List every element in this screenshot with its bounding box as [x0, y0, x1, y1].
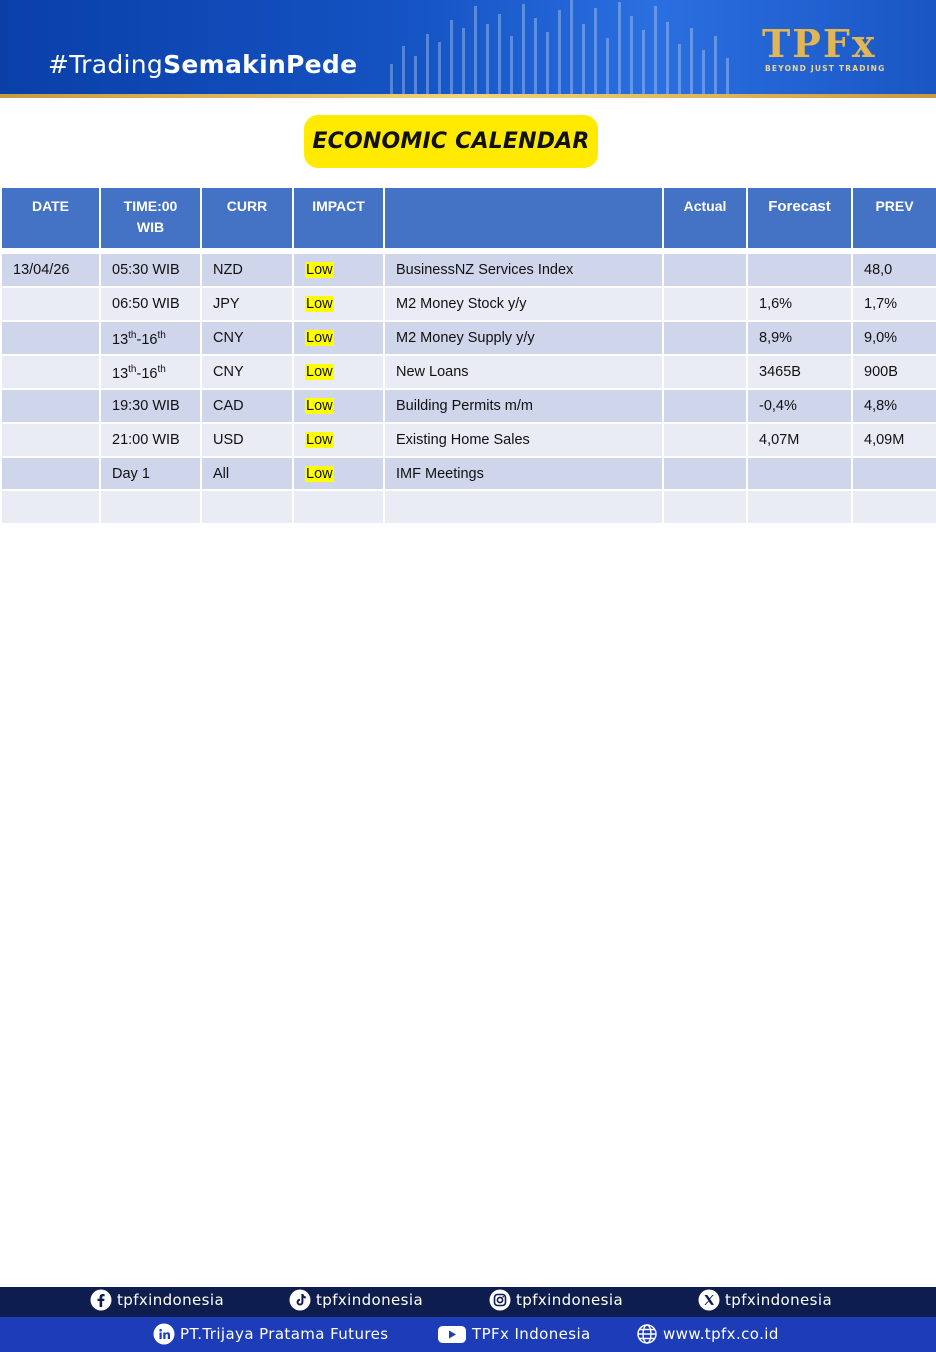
- tpfx-logo: [762, 21, 892, 80]
- impact-badge: Low: [306, 465, 333, 482]
- table-row: [1, 389, 936, 423]
- cell-event: BusinessNZ Services Index: [384, 251, 663, 287]
- footer-contact-bar: [0, 1317, 936, 1352]
- footer-instagram-label: tpfxindonesia: [516, 1291, 624, 1309]
- globe-icon: [636, 1323, 658, 1345]
- impact-badge: Low: [306, 296, 333, 312]
- cell-impact: [293, 355, 384, 389]
- hashtag-prefix: #Trading: [48, 50, 164, 79]
- economic-calendar-table: [0, 186, 936, 525]
- cell-event: Existing Home Sales: [384, 423, 663, 457]
- cell-actual: [663, 457, 747, 490]
- cell-empty: [100, 490, 201, 524]
- footer-tiktok-link[interactable]: [289, 1289, 423, 1311]
- cell-impact: [293, 389, 384, 423]
- logo-wordmark: TPFx: [762, 21, 877, 66]
- footer-youtube-label: TPFx Indonesia: [472, 1325, 591, 1343]
- footer-website-label: www.tpfx.co.id: [663, 1325, 779, 1343]
- cell-empty: [201, 490, 293, 524]
- footer-facebook-label: tpfxindonesia: [117, 1291, 225, 1309]
- cell-actual: [663, 287, 747, 321]
- table-row: [1, 287, 936, 321]
- cell-empty: [1, 490, 100, 524]
- cell-forecast: 1,6%: [747, 287, 852, 321]
- cell-forecast: 3465B: [747, 355, 852, 389]
- cell-forecast: 4,07M: [747, 423, 852, 457]
- cell-actual: [663, 355, 747, 389]
- footer-x-label: tpfxindonesia: [725, 1291, 833, 1309]
- table-header-row: [1, 187, 936, 251]
- header-time: TIME:00 WIB: [100, 187, 201, 251]
- header-event: [384, 187, 663, 251]
- cell-curr: CAD: [201, 389, 293, 423]
- cell-date: [1, 423, 100, 457]
- header-actual: Actual: [663, 187, 747, 251]
- cell-forecast: -0,4%: [747, 389, 852, 423]
- header-forecast: Forecast: [747, 187, 852, 251]
- hashtag-bold: SemakinPede: [163, 50, 358, 79]
- banner-chart-decoration: [380, 0, 800, 94]
- footer-website-link[interactable]: [636, 1323, 779, 1345]
- cell-impact: [293, 321, 384, 355]
- cell-prev: [852, 457, 936, 490]
- header-impact: IMPACT: [293, 187, 384, 251]
- table-row: [1, 355, 936, 389]
- cell-actual: [663, 389, 747, 423]
- cell-empty: [747, 490, 852, 524]
- cell-time: 21:00 WIB: [100, 423, 201, 457]
- cell-curr: All: [201, 457, 293, 490]
- cell-time: 05:30 WIB: [100, 251, 201, 287]
- cell-time: 06:50 WIB: [100, 287, 201, 321]
- impact-badge: Low: [306, 364, 333, 380]
- cell-event: IMF Meetings: [384, 457, 663, 490]
- header-banner: [0, 0, 936, 94]
- footer-tiktok-label: tpfxindonesia: [316, 1291, 424, 1309]
- footer-x-link[interactable]: [698, 1289, 832, 1311]
- header-prev: PREV: [852, 187, 936, 251]
- cell-prev: 1,7%: [852, 287, 936, 321]
- impact-badge: Low: [306, 398, 333, 414]
- impact-badge: Low: [306, 262, 333, 278]
- impact-badge: Low: [306, 432, 333, 448]
- cell-curr: CNY: [201, 355, 293, 389]
- cell-time: 13th-16th: [100, 355, 201, 389]
- cell-date: [1, 287, 100, 321]
- table-row: [1, 321, 936, 355]
- cell-date: 13/04/26: [1, 251, 100, 287]
- cell-impact: [293, 423, 384, 457]
- instagram-icon: [489, 1289, 511, 1311]
- cell-event: Building Permits m/m: [384, 389, 663, 423]
- footer-youtube-link[interactable]: [437, 1323, 591, 1345]
- cell-event: M2 Money Stock y/y: [384, 287, 663, 321]
- header-curr: CURR: [201, 187, 293, 251]
- table-row: [1, 457, 936, 490]
- cell-impact: [293, 251, 384, 287]
- cell-date: [1, 389, 100, 423]
- cell-actual: [663, 321, 747, 355]
- cell-prev: 4,8%: [852, 389, 936, 423]
- footer-facebook-link[interactable]: [90, 1289, 224, 1311]
- cell-empty: [852, 490, 936, 524]
- cell-time: 19:30 WIB: [100, 389, 201, 423]
- cell-actual: [663, 423, 747, 457]
- cell-curr: NZD: [201, 251, 293, 287]
- table-row: [1, 251, 936, 287]
- hashtag-slogan: [48, 50, 357, 79]
- cell-curr: CNY: [201, 321, 293, 355]
- cell-forecast: 8,9%: [747, 321, 852, 355]
- cell-time: 13th-16th: [100, 321, 201, 355]
- cell-date: [1, 321, 100, 355]
- cell-forecast: [747, 251, 852, 287]
- cell-curr: USD: [201, 423, 293, 457]
- header-divider: [0, 94, 936, 98]
- cell-forecast: [747, 457, 852, 490]
- table-row: [1, 423, 936, 457]
- footer-instagram-link[interactable]: [489, 1289, 623, 1311]
- x-icon: [698, 1289, 720, 1311]
- cell-prev: 900B: [852, 355, 936, 389]
- footer-social-bar: [0, 1287, 936, 1317]
- logo-tagline: BEYOND JUST TRADING: [765, 64, 886, 73]
- cell-empty: [663, 490, 747, 524]
- cell-time: Day 1: [100, 457, 201, 490]
- table-row-empty: [1, 490, 936, 524]
- cell-empty: [293, 490, 384, 524]
- cell-impact: [293, 287, 384, 321]
- facebook-icon: [90, 1289, 112, 1311]
- page-title: ECONOMIC CALENDAR: [304, 115, 598, 168]
- youtube-icon: [437, 1323, 467, 1345]
- header-date: DATE: [1, 187, 100, 251]
- impact-badge: Low: [306, 330, 333, 346]
- cell-date: [1, 355, 100, 389]
- cell-date: [1, 457, 100, 490]
- tiktok-icon: [289, 1289, 311, 1311]
- footer-linkedin-label: PT.Trijaya Pratama Futures: [180, 1325, 389, 1343]
- cell-prev: 9,0%: [852, 321, 936, 355]
- cell-event: New Loans: [384, 355, 663, 389]
- cell-prev: 4,09M: [852, 423, 936, 457]
- footer-linkedin-link[interactable]: [153, 1323, 388, 1345]
- cell-empty: [384, 490, 663, 524]
- linkedin-icon: [153, 1323, 175, 1345]
- cell-event: M2 Money Supply y/y: [384, 321, 663, 355]
- cell-curr: JPY: [201, 287, 293, 321]
- cell-impact: [293, 457, 384, 490]
- cell-actual: [663, 251, 747, 287]
- cell-prev: 48,0: [852, 251, 936, 287]
